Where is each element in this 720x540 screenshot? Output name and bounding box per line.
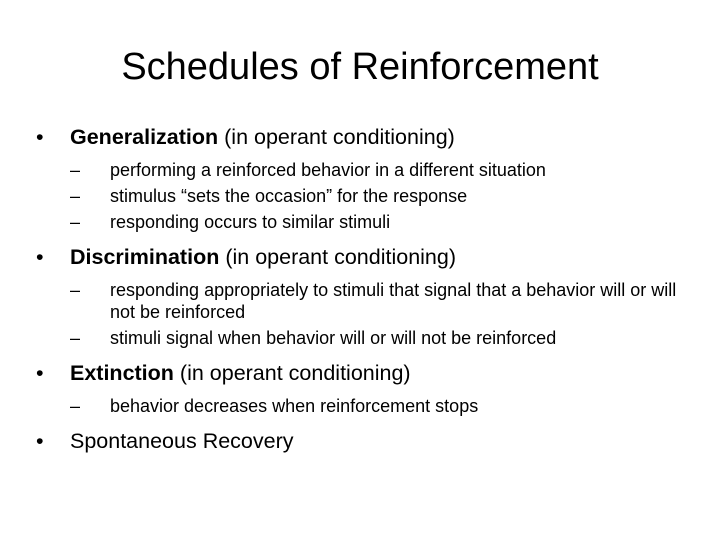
sub-list-discrimination [70,279,686,349]
dash-marker: – [70,328,81,348]
bullet-extinction [36,359,686,387]
dash-marker: – [70,160,81,180]
sub-item [70,279,686,323]
sub-item [70,185,686,207]
sub-item-text: responding occurs to similar stimuli [110,212,391,232]
dash-marker: – [70,396,81,416]
sub-item-text: responding appropriately to stimuli that signal that a behavior will or will not be reinforced [110,280,677,322]
bullet-term: Generalization [70,125,219,149]
slide-title: Schedules of Reinforcement [121,46,599,88]
slide-content [36,123,686,463]
bullet-text: Spontaneous Recovery [70,429,294,453]
bullet-dot: • [36,125,44,149]
dash-marker: – [70,212,81,232]
sub-item [70,159,686,181]
bullet-dot: • [36,245,44,269]
sub-list-generalization [70,159,686,233]
bullet-generalization [36,123,686,151]
sub-item-text: stimuli signal when behavior will or will not be reinforced [110,328,557,348]
bullet-dot: • [36,361,44,385]
bullet-suffix: (in operant conditioning) [224,125,455,149]
dash-marker: – [70,186,81,206]
bullet-dot: • [36,429,44,453]
bullet-suffix: (in operant conditioning) [179,361,411,385]
sub-item [70,395,686,417]
bullet-suffix: (in operant conditioning) [225,245,457,269]
sub-item [70,327,686,349]
bullet-discrimination [36,243,686,271]
bullet-term: Extinction [70,361,174,385]
bullet-spontaneous-recovery [36,427,686,455]
sub-item-text: behavior decreases when reinforcement stops [110,396,479,416]
dash-marker: – [70,280,81,300]
sub-item-text: performing a reinforced behavior in a different situation [110,160,546,180]
sub-item-text: stimulus “sets the occasion” for the response [110,186,468,206]
sub-list-extinction [70,395,686,417]
sub-item [70,211,686,233]
bullet-term: Discrimination [70,245,220,269]
